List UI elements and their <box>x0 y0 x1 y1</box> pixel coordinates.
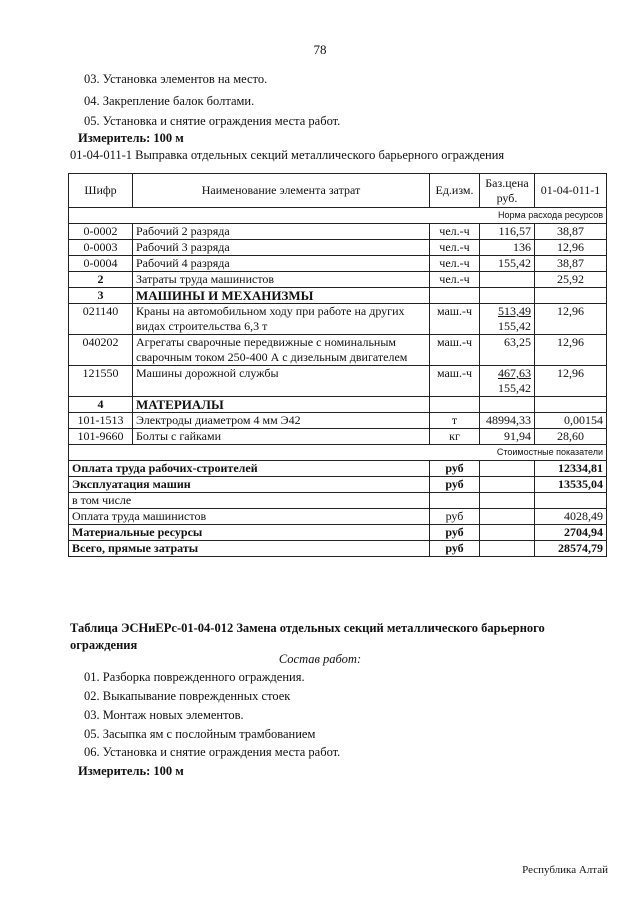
cell-value: 28,60 <box>535 429 607 445</box>
cell-code: 101-1513 <box>69 413 133 429</box>
footer-region: Республика Алтай <box>522 864 608 876</box>
total-row <box>69 477 607 493</box>
cell-code: 121550 <box>69 366 133 397</box>
total-unit: руб <box>430 509 480 525</box>
cell-value: 0,00154 <box>535 413 607 429</box>
cell-unit: маш.-ч <box>430 366 480 397</box>
total-row <box>69 509 607 525</box>
work-step: 06. Установка и снятие ограждения места работ. <box>84 745 341 759</box>
measure-unit: Измеритель: 100 м <box>78 764 184 778</box>
cell-code: 2 <box>69 272 133 288</box>
cell-price <box>480 272 535 288</box>
work-step: 03. Установка элементов на место. <box>84 72 268 86</box>
total-unit: руб <box>430 525 480 541</box>
cell-value: 12,96 <box>535 366 607 397</box>
cell-value: 25,92 <box>535 272 607 288</box>
total-name: Эксплуатация машин <box>69 477 430 493</box>
cell-name: Затраты труда машинистов <box>133 272 430 288</box>
total-value: 28574,79 <box>535 541 607 557</box>
cell-code: 0-0002 <box>69 224 133 240</box>
section-heading-row <box>69 288 607 304</box>
cell-unit: маш.-ч <box>430 335 480 366</box>
work-step: 04. Закрепление балок болтами. <box>84 94 255 108</box>
header-price: Баз.цена руб. <box>480 174 535 208</box>
total-row <box>69 525 607 541</box>
header-code: Шифр <box>69 174 133 208</box>
table-row <box>69 224 607 240</box>
total-row <box>69 541 607 557</box>
total-name: Всего, прямые затраты <box>69 541 430 557</box>
total-value: 12334,81 <box>535 461 607 477</box>
header-norm: 01-04-011-1 <box>535 174 607 208</box>
total-value: 13535,04 <box>535 477 607 493</box>
work-step: 02. Выкапывание поврежденных стоек <box>84 689 291 703</box>
section-title: МАШИНЫ И МЕХАНИЗМЫ <box>133 288 430 304</box>
work-step: 05. Засыпка ям с послойным трамбованием <box>84 727 316 741</box>
table-row <box>69 240 607 256</box>
cell-unit: чел.-ч <box>430 256 480 272</box>
table-caption: Таблица ЭСНиЕРс-01-04-012 Замена отдельных секций металлического барьерного ограждения <box>70 621 545 652</box>
total-name: Оплата труда машинистов <box>69 509 430 525</box>
price-main: 467,63 <box>498 366 531 380</box>
work-step: 01. Разборка поврежденного ограждения. <box>84 670 305 684</box>
cell-unit <box>430 288 480 304</box>
table-row <box>69 256 607 272</box>
cell-price: 116,57 <box>480 224 535 240</box>
total-row <box>69 493 607 509</box>
table-row <box>69 272 607 288</box>
total-value: 4028,49 <box>535 509 607 525</box>
note-norm: Норма расхода ресурсов <box>69 208 607 224</box>
measure-unit: Измеритель: 100 м <box>78 131 184 145</box>
total-name: в том числе <box>69 493 430 509</box>
total-name: Материальные ресурсы <box>69 525 430 541</box>
cell-price: 91,94 <box>480 429 535 445</box>
cell-price <box>480 304 535 335</box>
table-row <box>69 413 607 429</box>
cell-value: 38,87 <box>535 256 607 272</box>
cell-name: Болты с гайками <box>133 429 430 445</box>
cell-value: 12,96 <box>535 335 607 366</box>
cell-name: Машины дорожной службы <box>133 366 430 397</box>
header-name: Наименование элемента затрат <box>133 174 430 208</box>
cell-unit: чел.-ч <box>430 272 480 288</box>
total-unit <box>430 493 480 509</box>
total-name: Оплата труда рабочих-строителей <box>69 461 430 477</box>
work-step: 05. Установка и снятие ограждения места работ. <box>84 114 341 128</box>
resource-norm-table <box>68 173 607 557</box>
cell-code: 0-0004 <box>69 256 133 272</box>
section-title: МАТЕРИАЛЫ <box>133 397 430 413</box>
cell-code: 4 <box>69 397 133 413</box>
total-price <box>480 461 535 477</box>
total-price <box>480 509 535 525</box>
cell-code: 101-9660 <box>69 429 133 445</box>
section-code-title: 01-04-011-1 Выправка отдельных секций металлического барьерного ограждения <box>70 148 505 162</box>
cell-price <box>480 397 535 413</box>
note-cost: Стоимостные показатели <box>69 445 607 461</box>
cell-value: 12,96 <box>535 304 607 335</box>
cell-value: 12,96 <box>535 240 607 256</box>
cell-price: 136 <box>480 240 535 256</box>
cell-code: 021140 <box>69 304 133 335</box>
table-row <box>69 335 607 366</box>
total-value <box>535 493 607 509</box>
total-price <box>480 477 535 493</box>
table-row <box>69 429 607 445</box>
total-price <box>480 525 535 541</box>
cell-value <box>535 288 607 304</box>
cell-code: 040202 <box>69 335 133 366</box>
total-unit: руб <box>430 461 480 477</box>
cell-price <box>480 366 535 397</box>
section-heading-row <box>69 397 607 413</box>
cell-name: Агрегаты сварочные передвижные с номинальным сварочным током 250-400 А с дизельным двигателем <box>133 335 430 366</box>
cell-price: 48994,33 <box>480 413 535 429</box>
cell-name: Рабочий 2 разряда <box>133 224 430 240</box>
cell-unit: чел.-ч <box>430 224 480 240</box>
cell-unit: кг <box>430 429 480 445</box>
total-row <box>69 461 607 477</box>
cell-price: 155,42 <box>480 256 535 272</box>
work-step: 03. Монтаж новых элементов. <box>84 708 244 722</box>
cell-unit: т <box>430 413 480 429</box>
cell-code: 3 <box>69 288 133 304</box>
total-value: 2704,94 <box>535 525 607 541</box>
price-main: 513,49 <box>498 304 531 318</box>
cell-price <box>480 288 535 304</box>
page-number: 78 <box>313 42 327 57</box>
cell-price: 63,25 <box>480 335 535 366</box>
cell-name: Электроды диаметром 4 мм Э42 <box>133 413 430 429</box>
cell-name: Рабочий 4 разряда <box>133 256 430 272</box>
price-secondary: 155,42 <box>498 319 531 333</box>
header-unit: Ед.изм. <box>430 174 480 208</box>
total-unit: руб <box>430 541 480 557</box>
total-unit: руб <box>430 477 480 493</box>
cell-code: 0-0003 <box>69 240 133 256</box>
table-row <box>69 304 607 335</box>
cell-name: Краны на автомобильном ходу при работе на других видах строительства 6,3 т <box>133 304 430 335</box>
total-price <box>480 541 535 557</box>
cell-unit: чел.-ч <box>430 240 480 256</box>
price-secondary: 155,42 <box>498 381 531 395</box>
cell-name: Рабочий 3 разряда <box>133 240 430 256</box>
table-row <box>69 366 607 397</box>
cell-value <box>535 397 607 413</box>
total-price <box>480 493 535 509</box>
work-composition-title: Состав работ: <box>278 652 362 666</box>
cell-unit: маш.-ч <box>430 304 480 335</box>
cell-unit <box>430 397 480 413</box>
cell-value: 38,87 <box>535 224 607 240</box>
